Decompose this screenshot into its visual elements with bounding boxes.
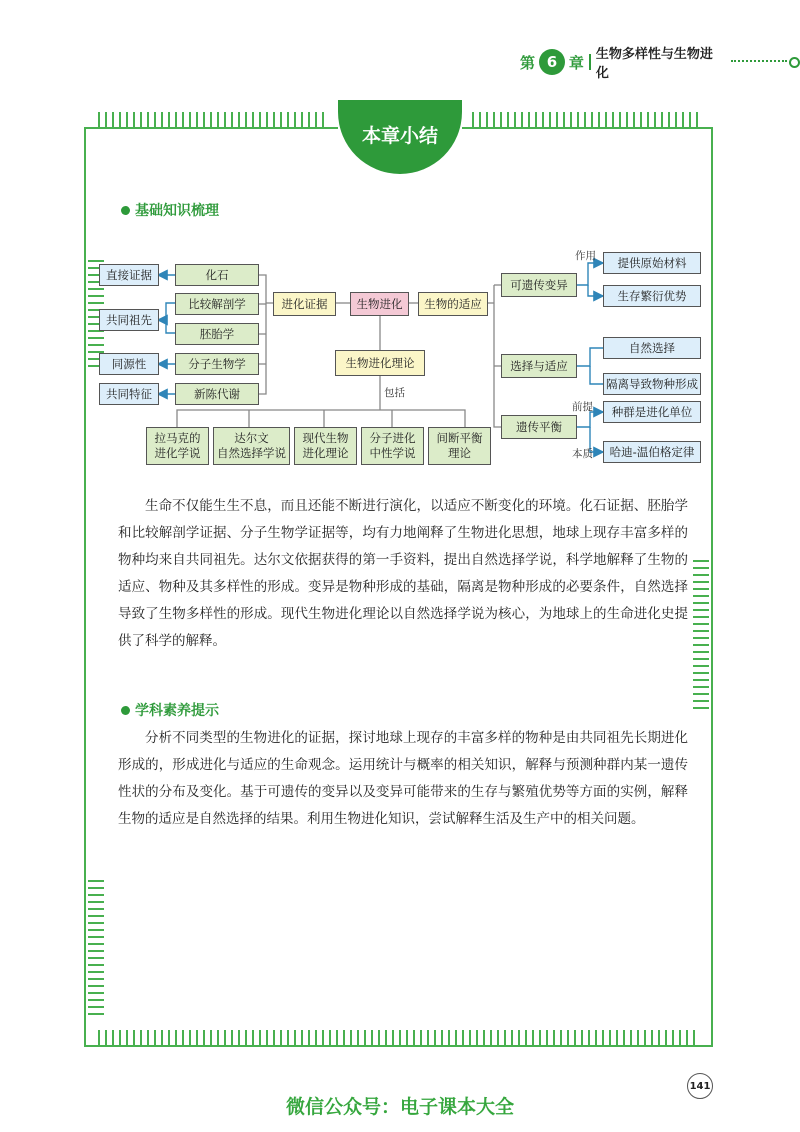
connector-embryo-ancestor [166,320,175,333]
connector-variation-advantage [588,285,603,296]
box-homology: 同源性 [99,353,159,375]
box-fossil: 化石 [175,264,259,286]
box-survival-advantage: 生存繁衍优势 [603,285,701,307]
label-function: 作用 [575,250,596,262]
box-raw-material: 提供原始材料 [603,252,701,274]
box-selection-adaptation: 选择与适应 [501,354,577,378]
box-biological-evolution: 生物进化 [350,292,409,316]
section-basic-title: 基础知识梳理 [135,203,219,219]
section-literacy-hints [121,700,219,720]
connector-variation-material [576,263,603,285]
chapter-summary-title: 本章小结 [361,124,438,147]
box-hardy-weinberg: 哈迪-温伯格定律 [603,441,701,463]
connector-equilibrium-population [576,412,603,427]
chapter-prefix: 第 [520,53,536,72]
summary-paragraph: 生命不仅能生生不息，而且还能不断进行演化，以适应不断变化的环境。化石证据、胚胎学和比较解剖学证据、分子生物学证据等，均有力地阐释了生物进化思想，地球上现存丰富多样的物种均来自共同祖先。达尔文依据获得的第一手资料，提出自然选择学说，科学地解释了生物的适应、物种及其多样性的形成。变异是物种形成的基础，隔离是物种形成的必要条件，自然选择导致了生物多样性的形成。现代生物进化理论以自然选择学说为核心，为地球上的生命进化史提供了科学的解释。 [118,498,688,649]
box-natural-selection: 自然选择 [603,337,701,359]
box-common-features: 共同特征 [99,383,159,405]
chapter-suffix: 章 [568,53,584,72]
section-literacy-title: 学科素养提示 [135,703,219,719]
connector-selection-natural [576,348,603,366]
box-genetic-equilibrium: 遗传平衡 [501,415,577,439]
box-neutral-theory: 分子进化 中性学说 [361,427,424,465]
footer-wechat-account: 微信公众号：电子课本大全 [285,1096,514,1118]
box-modern-theory: 现代生物 进化理论 [294,427,357,465]
box-comparative-anatomy: 比较解剖学 [175,293,259,315]
label-includes: 包括 [384,387,405,399]
box-molecular-biology: 分子生物学 [175,353,259,375]
connector-theories-branch [177,410,465,427]
chapter-number-badge: 6 [539,49,565,75]
box-evolution-evidence: 进化证据 [273,292,336,316]
connector-right-trunk [494,285,501,427]
label-essence: 本质 [572,448,593,460]
chapter-title: 生物多样性与生物进化 [595,47,713,81]
box-embryology: 胚胎学 [175,323,259,345]
box-heritable-variation: 可遗传变异 [501,273,577,297]
label-premise: 前提 [572,401,593,413]
box-darwin: 达尔文 自然选择学说 [213,427,290,465]
box-common-ancestor: 共同祖先 [99,309,159,331]
box-evolution-theory: 生物进化理论 [335,350,425,376]
box-lamarck: 拉马克的 进化学说 [146,427,209,465]
box-isolation-speciation: 隔离导致物种形成 [603,373,701,395]
box-metabolism: 新陈代谢 [175,383,259,405]
bullet-icon [121,706,130,715]
box-punctuated-equilibrium: 间断平衡 理论 [428,427,491,465]
box-adaptation: 生物的适应 [418,292,488,316]
literacy-paragraph: 分析不同类型的生物进化的证据，探讨地球上现存的丰富多样的物种是由共同祖先长期进化形成的，形成进化与适应的生命观念。运用统计与概率的相关知识，解释与预测种群内某一遗传性状的分布及变化。基于可遗传的变异以及变异可能带来的生存与繁殖优势等方面的实例，解释生物的适应是自然选择的结果。利用生物进化知识，尝试解释生活及生产中的相关问题。 [118,730,688,827]
page-number: 141 [687,1073,713,1099]
connector-anatomy-ancestor [158,303,175,320]
box-direct-evidence: 直接证据 [99,264,159,286]
connector-selection-isolation [590,366,603,384]
box-population-unit: 种群是进化单位 [603,401,701,423]
